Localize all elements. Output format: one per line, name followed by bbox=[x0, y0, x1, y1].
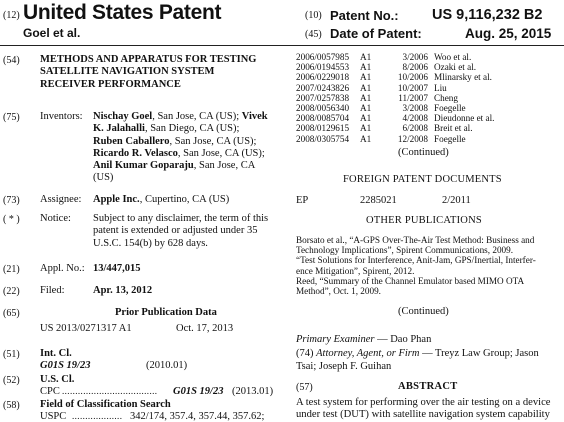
ref-inventor: Mlinarsky et al. bbox=[434, 72, 492, 83]
inventor-line-1 bbox=[93, 111, 268, 123]
date-of-patent-label: Date of Patent: bbox=[330, 26, 422, 41]
notice-text bbox=[93, 213, 268, 250]
appl-no-label: Appl. No.: bbox=[40, 263, 85, 274]
ref-number: 2008/0056340 bbox=[296, 103, 350, 114]
code-10: (10) bbox=[305, 10, 322, 21]
ref-number: 2008/0129615 bbox=[296, 123, 350, 134]
reference-row bbox=[296, 93, 494, 103]
ref-date: 8/2006 bbox=[402, 62, 428, 73]
patent-title bbox=[40, 54, 256, 91]
attorney-line-1 bbox=[296, 348, 539, 359]
ref-kind: A1 bbox=[360, 103, 372, 114]
us-cl-label: U.S. Cl. bbox=[40, 374, 75, 385]
notice-line-1: Subject to any disclaimer, the term of this bbox=[93, 213, 269, 224]
publication-line: “Test Solutions for Interference, Anit-Jam, GPS/Inertial, Interfer- bbox=[296, 255, 536, 266]
ref-date: 10/2006 bbox=[397, 72, 428, 83]
patent-office-title: United States Patent bbox=[23, 1, 222, 24]
prior-publication-heading: Prior Publication Data bbox=[115, 307, 217, 318]
header-divider-left bbox=[0, 45, 281, 46]
inventor-name: Nischay Goel bbox=[93, 111, 153, 122]
ref-date: 4/2008 bbox=[402, 113, 428, 124]
reference-row bbox=[296, 103, 494, 113]
prior-publication-number: US 2013/0271317 A1 bbox=[40, 323, 132, 334]
reference-row bbox=[296, 52, 494, 62]
int-cl-class: G01S 19/23 bbox=[40, 360, 91, 371]
ref-kind: A1 bbox=[360, 62, 372, 73]
inventors-label: Inventors: bbox=[40, 111, 83, 122]
date-of-patent: Aug. 25, 2015 bbox=[465, 26, 552, 41]
header-divider-mid bbox=[281, 45, 293, 46]
references-continued: (Continued) bbox=[398, 147, 449, 158]
title-line-3: RECEIVER PERFORMANCE bbox=[40, 78, 181, 90]
uspc-label: USPC bbox=[40, 411, 67, 422]
reference-row bbox=[296, 134, 494, 144]
inventors-list bbox=[93, 111, 268, 185]
assignee bbox=[93, 194, 229, 206]
publication-line: Reed, “Summary of the Channel Emulator based MIMO OTA bbox=[296, 275, 525, 286]
ref-date: 6/2008 bbox=[402, 123, 428, 134]
cpc-version: (2013.01) bbox=[232, 386, 274, 397]
attorney-code: (74) bbox=[296, 348, 314, 359]
foreign-patent-row bbox=[296, 195, 471, 206]
int-cl-version: (2010.01) bbox=[146, 360, 188, 371]
filed-label: Filed: bbox=[40, 285, 65, 296]
code-58: (58) bbox=[3, 400, 20, 411]
ref-inventor: Dieudonne et al. bbox=[434, 113, 495, 124]
abstract-line-2: under test (DUT) with satellite navigation system capability bbox=[296, 409, 550, 421]
ref-date: 3/2008 bbox=[402, 103, 428, 114]
inventor-location: , San Diego, CA (US); bbox=[144, 123, 240, 135]
code-65: (65) bbox=[3, 308, 20, 319]
ref-kind: A1 bbox=[360, 133, 372, 144]
ref-kind: A1 bbox=[360, 52, 372, 62]
ref-date: 11/2007 bbox=[398, 92, 428, 103]
uspc-values: 342/174, 357.4, 357.44, 357.62; bbox=[130, 411, 265, 422]
examiner-name: Dao Phan bbox=[390, 334, 432, 345]
attorney-label: Attorney, Agent, or Firm bbox=[316, 348, 420, 359]
ref-inventor: Cheng bbox=[434, 92, 458, 103]
reference-row bbox=[296, 83, 494, 93]
abstract-line-1: A test system for performing over the air testing on a device bbox=[296, 397, 551, 408]
inventor-line-4 bbox=[93, 148, 268, 160]
uspc-leader-dots: ................... bbox=[72, 411, 123, 421]
ref-kind: A1 bbox=[360, 123, 372, 134]
header-divider-right bbox=[293, 45, 564, 46]
ref-date: 3/2006 bbox=[402, 52, 428, 62]
patent-no-label: Patent No.: bbox=[330, 8, 399, 23]
notice-line-3: U.S.C. 154(b) by 628 days. bbox=[93, 237, 208, 249]
ref-inventor: Woo et al. bbox=[434, 52, 472, 62]
code-12: (12) bbox=[3, 10, 20, 21]
inventor-name-cont: Vivek bbox=[241, 111, 268, 122]
inventor-name: Ricardo R. Velasco bbox=[93, 147, 178, 159]
attorney-line-2: Tsai; Joseph F. Guihan bbox=[296, 361, 392, 372]
code-notice: ( * ) bbox=[3, 214, 20, 225]
examiner-dash: — bbox=[374, 334, 391, 345]
assignee-location: , Cupertino, CA (US) bbox=[139, 194, 230, 205]
code-45: (45) bbox=[305, 29, 322, 40]
inventor-line-3 bbox=[93, 136, 268, 148]
inventor-location: , San Jose, CA (US); bbox=[152, 111, 242, 122]
reference-row bbox=[296, 113, 494, 123]
inventor-location: , San Jose, CA bbox=[193, 160, 256, 172]
other-publications-heading: OTHER PUBLICATIONS bbox=[366, 215, 482, 226]
foreign-country: EP bbox=[296, 195, 309, 206]
abstract-heading: ABSTRACT bbox=[398, 381, 458, 392]
publication-line: Method”, Oct. 1, 2009. bbox=[296, 286, 381, 297]
notice-line-2: patent is extended or adjusted under 35 bbox=[93, 225, 258, 237]
assignee-name: Apple Inc. bbox=[93, 194, 140, 205]
code-21: (21) bbox=[3, 264, 20, 275]
publication-line: Technology Implications”, Spirent Communications, 2009. bbox=[296, 245, 514, 256]
ref-inventor: Foegelle bbox=[434, 133, 466, 144]
ref-inventor: Liu bbox=[434, 82, 447, 93]
ref-inventor: Foegelle bbox=[434, 103, 466, 114]
ref-date: 10/2007 bbox=[397, 82, 428, 93]
foreign-patents-heading: FOREIGN PATENT DOCUMENTS bbox=[343, 174, 502, 185]
ref-kind: A1 bbox=[360, 82, 372, 93]
code-51: (51) bbox=[3, 349, 20, 360]
appl-no: 13/447,015 bbox=[93, 263, 141, 274]
primary-examiner bbox=[296, 334, 431, 345]
references-table bbox=[296, 52, 494, 144]
ref-number: 2007/0257838 bbox=[296, 92, 350, 103]
assignee-label: Assignee: bbox=[40, 194, 82, 205]
ref-kind: A1 bbox=[360, 113, 372, 124]
inventor-name: Ruben Caballero bbox=[93, 135, 170, 147]
examiner-label: Primary Examiner bbox=[296, 334, 375, 345]
title-line-1: METHODS AND APPARATUS FOR TESTING bbox=[40, 54, 257, 65]
abstract-text bbox=[296, 397, 550, 422]
ref-date: 12/2008 bbox=[397, 133, 428, 144]
reference-row bbox=[296, 62, 494, 72]
filed-date: Apr. 13, 2012 bbox=[93, 285, 153, 296]
inventor-line-6 bbox=[93, 172, 268, 184]
inventor-short: Goel et al. bbox=[23, 26, 81, 40]
inventor-line-2 bbox=[93, 123, 268, 135]
inventor-location: (US) bbox=[93, 172, 114, 184]
reference-row bbox=[296, 123, 494, 133]
inventor-location: , San Jose, CA (US); bbox=[169, 135, 257, 147]
inventor-line-5 bbox=[93, 160, 268, 172]
foreign-number: 2285021 bbox=[360, 195, 397, 206]
prior-publication-date: Oct. 17, 2013 bbox=[176, 323, 234, 334]
foreign-date: 2/2011 bbox=[442, 195, 471, 206]
code-75: (75) bbox=[3, 112, 20, 123]
code-54: (54) bbox=[3, 55, 20, 66]
notice-label: Notice: bbox=[40, 213, 71, 224]
ref-number: 2006/0229018 bbox=[296, 72, 350, 83]
ref-inventor: Breit et al. bbox=[434, 123, 473, 134]
ref-inventor: Ozaki et al. bbox=[434, 62, 477, 73]
ref-number: 2007/0243826 bbox=[296, 82, 350, 93]
ref-kind: A1 bbox=[360, 72, 372, 83]
inventor-location: , San Jose, CA (US); bbox=[177, 147, 265, 159]
publication-line: Borsato et al., “A-GPS Over-The-Air Test Method: Business and bbox=[296, 235, 535, 245]
patent-number: US 9,116,232 B2 bbox=[432, 7, 543, 23]
inventor-name: Anil Kumar Goparaju bbox=[93, 160, 194, 172]
code-73: (73) bbox=[3, 195, 20, 206]
publication-line: ence Mitigation”, Spirent, 2012. bbox=[296, 265, 415, 276]
ref-number: 2008/0305754 bbox=[296, 133, 350, 144]
title-line-2: SATELLITE NAVIGATION SYSTEM bbox=[40, 66, 215, 78]
inventor-name: K. Jalahalli bbox=[93, 123, 145, 135]
field-of-search-label: Field of Classification Search bbox=[40, 399, 171, 410]
cpc-class: G01S 19/23 bbox=[173, 386, 224, 397]
ref-kind: A1 bbox=[360, 92, 372, 103]
ref-number: 2006/0194553 bbox=[296, 62, 350, 73]
other-publications bbox=[296, 235, 536, 296]
publications-continued: (Continued) bbox=[398, 306, 449, 317]
attorney-text-1: — Treyz Law Group; Jason bbox=[419, 348, 539, 359]
int-cl-label: Int. Cl. bbox=[40, 348, 72, 359]
ref-number: 2008/0085704 bbox=[296, 113, 350, 124]
ref-number: 2006/0057985 bbox=[296, 52, 350, 62]
code-22: (22) bbox=[3, 286, 20, 297]
code-52: (52) bbox=[3, 375, 20, 386]
cpc-leader-dots: .................................... bbox=[62, 386, 158, 396]
cpc-label: CPC bbox=[40, 386, 60, 397]
reference-row bbox=[296, 72, 494, 82]
code-57: (57) bbox=[296, 382, 313, 393]
